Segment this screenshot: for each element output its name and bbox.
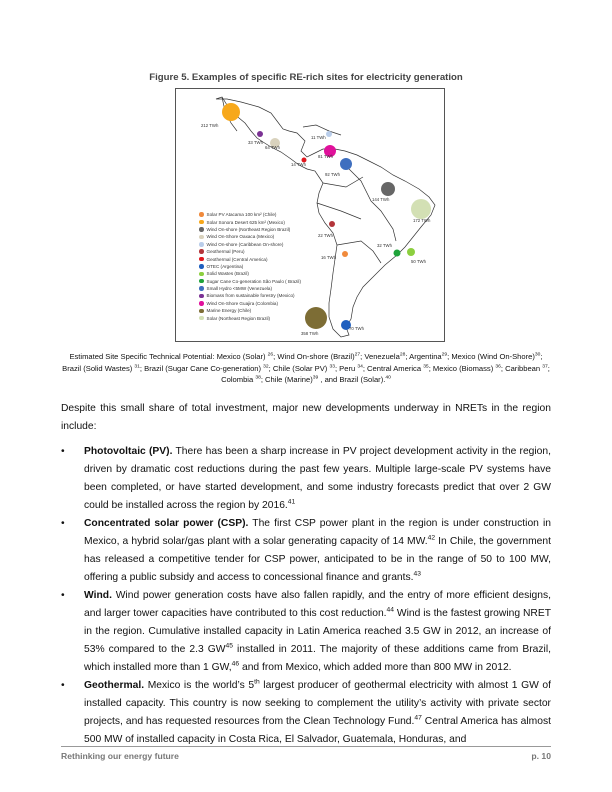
text-run: largest producer of geothermal electricity with almost 1 GW of installed capacity. This country is now seeking to complement the utility’s activity with private sector projects, and has requested resources from the Clean Technology Fund. (84, 680, 551, 727)
footnote-ref: 44 (386, 606, 394, 614)
legend-dot-icon (199, 301, 204, 306)
legend-item (199, 300, 301, 307)
legend-label: Wind On-Shore Guajira (Colombia) (206, 300, 278, 306)
footnote-ref: 47 (414, 714, 422, 722)
marker-solar-atacama (342, 251, 348, 257)
text-run: ; Colombia (221, 363, 550, 385)
legend-item (199, 285, 301, 292)
footnote-ref: 43 (413, 570, 421, 578)
footnote-ref: 36 (495, 364, 501, 370)
legend-label: Geothermal (Central America) (206, 256, 268, 262)
text-run: ; Chile (Marine) (260, 375, 313, 385)
bullet-list (61, 443, 551, 749)
footnote-ref: 33 (329, 364, 335, 370)
legend-label: Wind On-shore (Northeast Region Brazil) (206, 226, 291, 232)
footnote-ref: 41 (287, 498, 296, 506)
figure-caption (60, 351, 552, 386)
map-legend (199, 211, 301, 322)
bullet-item (61, 515, 551, 587)
marker-biomass-mexico (257, 131, 263, 137)
marker-sugar-cane (394, 250, 401, 257)
legend-label: Marine Energy (Chile) (206, 308, 252, 314)
legend-item (199, 270, 301, 277)
footnote-ref: 32 (263, 364, 269, 370)
text-run: There has been a sharp increase in PV project development activity in the region, driven by dramatic cost reductions during the past few years. Multiple large-scale PV systems have been completed, or have started development, and some industry forecasts predict that over 2 GW could be installed across the region by 2016. (84, 446, 552, 511)
footnote-ref: 28 (399, 352, 406, 358)
text-run: ; Brazil (Solid Wastes) (62, 352, 543, 373)
marker-solar-ne-brazil (411, 199, 431, 219)
bullet-heading: Concentrated solar power (CSP). (84, 518, 249, 529)
legend-item (199, 218, 301, 225)
legend-item (199, 263, 301, 270)
text-run: ; Chile (Solar PV) (268, 363, 330, 373)
legend-dot-icon (199, 242, 204, 247)
footnote-ref: 26 (267, 352, 274, 358)
text-run: ; Peru (334, 363, 358, 373)
legend-dot-icon (199, 212, 204, 217)
legend-label: Geothermal (Peru) (206, 249, 245, 255)
legend-label: Biomass from sustainable forestry (Mexico) (206, 293, 295, 299)
legend-dot-icon (199, 249, 204, 254)
text-run: ; Mexico (Biomass) (428, 363, 496, 373)
footnote-ref: 38 (255, 375, 261, 381)
footer-divider (61, 746, 551, 747)
marker-geothermal-peru (329, 221, 335, 227)
legend-item (199, 255, 301, 262)
bullet-heading: Wind. (84, 590, 112, 601)
legend-dot-icon (199, 257, 204, 262)
bullet-icon: • (61, 680, 65, 691)
intro-paragraph: Despite this small share of total investment, major new developments underway in NRETs in the region include: (61, 403, 551, 432)
footnote-ref: 45 (225, 642, 233, 650)
legend-dot-icon (199, 220, 204, 225)
bullet-icon: • (61, 518, 65, 529)
text-run: ; Wind On-shore (Brazil) (273, 352, 355, 361)
text-run: Wind power generation costs have also fallen rapidly, and the entry of more efficient designs, and larger tower capacities have contributed to this cost reduction. (84, 590, 551, 619)
legend-item (199, 211, 301, 218)
bullet-heading: Geothermal. (84, 680, 145, 691)
legend-dot-icon (199, 279, 204, 284)
footnote-ref: 39 (312, 375, 319, 381)
map-label: 70 TWh (349, 326, 364, 331)
footnote-ref: 46 (231, 660, 240, 668)
legend-label: Solar Sonora Desert 625 km² (Mexico) (206, 219, 285, 225)
legend-dot-icon (199, 235, 204, 240)
map-label: 92 TWh (325, 172, 340, 177)
legend-item (199, 314, 301, 321)
footnote-ref: 27 (354, 352, 361, 358)
bullet-icon: • (61, 590, 65, 601)
marker-wind-caribbean (326, 131, 332, 137)
legend-item (199, 248, 301, 255)
text-run: Mexico is the world’s 5 (144, 680, 255, 691)
legend-dot-icon (199, 316, 204, 321)
legend-item (199, 292, 301, 299)
legend-label: Solar PV Atacama 100 km² (Chile) (206, 212, 277, 218)
legend-dot-icon (199, 286, 204, 291)
map-label: 33 TWh (248, 140, 263, 145)
map-label: 144 TWh (372, 197, 390, 202)
map-label: 358 TWh (301, 331, 319, 336)
legend-label: Wind On-Shore Oaxaca (Mexico) (206, 234, 275, 240)
legend-item (199, 241, 301, 248)
map-label: 50 TWh (411, 259, 426, 264)
map-label: 22 TWh (318, 233, 333, 238)
marker-solar-sonora (222, 103, 240, 121)
text-run: In Chile, the government has released a competitive tender for CSP power, anticipated to be in the range of 50 to 100 MW, offering a public subsidy and access to concessional finance and grants. (84, 536, 551, 583)
figure-title: Figure 5. Examples of specific RE-rich sites for electricity generation (149, 72, 463, 83)
text-run: ; Brazil (Sugar Cane Co-generation) (139, 363, 264, 373)
map-label: 11 TWh (311, 135, 326, 140)
footnote-ref: 35 (423, 364, 429, 370)
text-run: ; Mexico (Wind On-Shore) (447, 352, 535, 361)
text-run: Estimated Site Specific Technical Potential: Mexico (Solar) (69, 352, 268, 361)
footnote-ref: 31 (134, 364, 140, 370)
bullet-item (61, 677, 551, 749)
legend-dot-icon (199, 264, 204, 269)
marker-solid-wastes (407, 248, 415, 256)
legend-dot-icon (199, 309, 204, 314)
legend-item (199, 226, 301, 233)
legend-label: OTEC (Argentina) (206, 263, 244, 269)
legend-item (199, 278, 301, 285)
page-number: p. 10 (531, 751, 551, 761)
legend-dot-icon (199, 227, 204, 232)
text-run: ; Central America (362, 363, 424, 373)
legend-item (199, 307, 301, 314)
text-run: The first CSP power plant in the region is under construction in Mexico, a hybrid solar/gas plant with a solar generating capacity of 14 MW. (84, 518, 551, 547)
bullet-item (61, 587, 551, 677)
footnote-ref: 30 (534, 352, 541, 358)
text-run: Wind is the fastest growing NRET in the region. Cumulative installed capacity in Latin America reached 3.5 GW in 2012, an increase of 53% compared to the 2.3 GW (84, 608, 551, 655)
text-run: Central America has almost 500 MW of installed capacity in Costa Rica, El Salvador, Guatemala, Honduras, and (84, 716, 551, 745)
map-label: 172 TWh (413, 218, 431, 223)
legend-dot-icon (199, 272, 204, 277)
marker-wind-ne-brazil (381, 182, 395, 196)
footnote-ref: 29 (441, 352, 448, 358)
cuba-outline (303, 125, 341, 135)
map-label: 14 TWh (291, 162, 306, 167)
legend-label: Wind On-shore (Caribbean On-shore) (206, 241, 284, 247)
map-label: 32 TWh (377, 243, 392, 248)
legend-label: Small Hydro <5MW (Venezuela) (206, 286, 272, 292)
text-run: , and Brazil (Solar). (318, 375, 386, 385)
legend-item (199, 233, 301, 240)
legend-label: Solid Wastes (Brazil) (206, 271, 249, 277)
footnote-ref: 37 (542, 364, 548, 370)
marker-small-hydro (340, 158, 352, 170)
map-label: 16 TWh (321, 255, 336, 260)
footer-title: Rethinking our energy future (61, 751, 179, 761)
footnote-ref: 42 (427, 534, 436, 542)
text-run: and from Mexico, which added more than 800 MW in 2012. (239, 662, 512, 673)
footnote-ref: 34 (357, 364, 363, 370)
bullet-item (61, 443, 551, 515)
footnote-ref: th (254, 678, 260, 686)
marker-marine-chile (305, 307, 327, 329)
map-label: 64 TWh (265, 145, 280, 150)
footnote-ref: 40 (385, 375, 391, 381)
legend-label: Solar (Northeast Region Brazil) (206, 315, 271, 321)
map-label: 81 TWh (318, 154, 333, 159)
legend-dot-icon (199, 294, 204, 299)
bullet-heading: Photovoltaic (PV). (84, 446, 173, 457)
text-run: ; Caribbean (500, 363, 543, 373)
latin-america-map (175, 88, 445, 342)
map-label: 212 TWh (201, 123, 219, 128)
text-run: ; Argentina (405, 352, 442, 361)
legend-label: Sugar Cane Co-generation São Paulo ( Brazil) (206, 278, 301, 284)
body-text (61, 400, 551, 749)
bullet-icon: • (61, 446, 65, 457)
text-run: ; Venezuela (360, 352, 400, 361)
text-run: installed in 2011. The majority of these additions came from Brazil, which installed more than 1 GW, (84, 644, 551, 673)
